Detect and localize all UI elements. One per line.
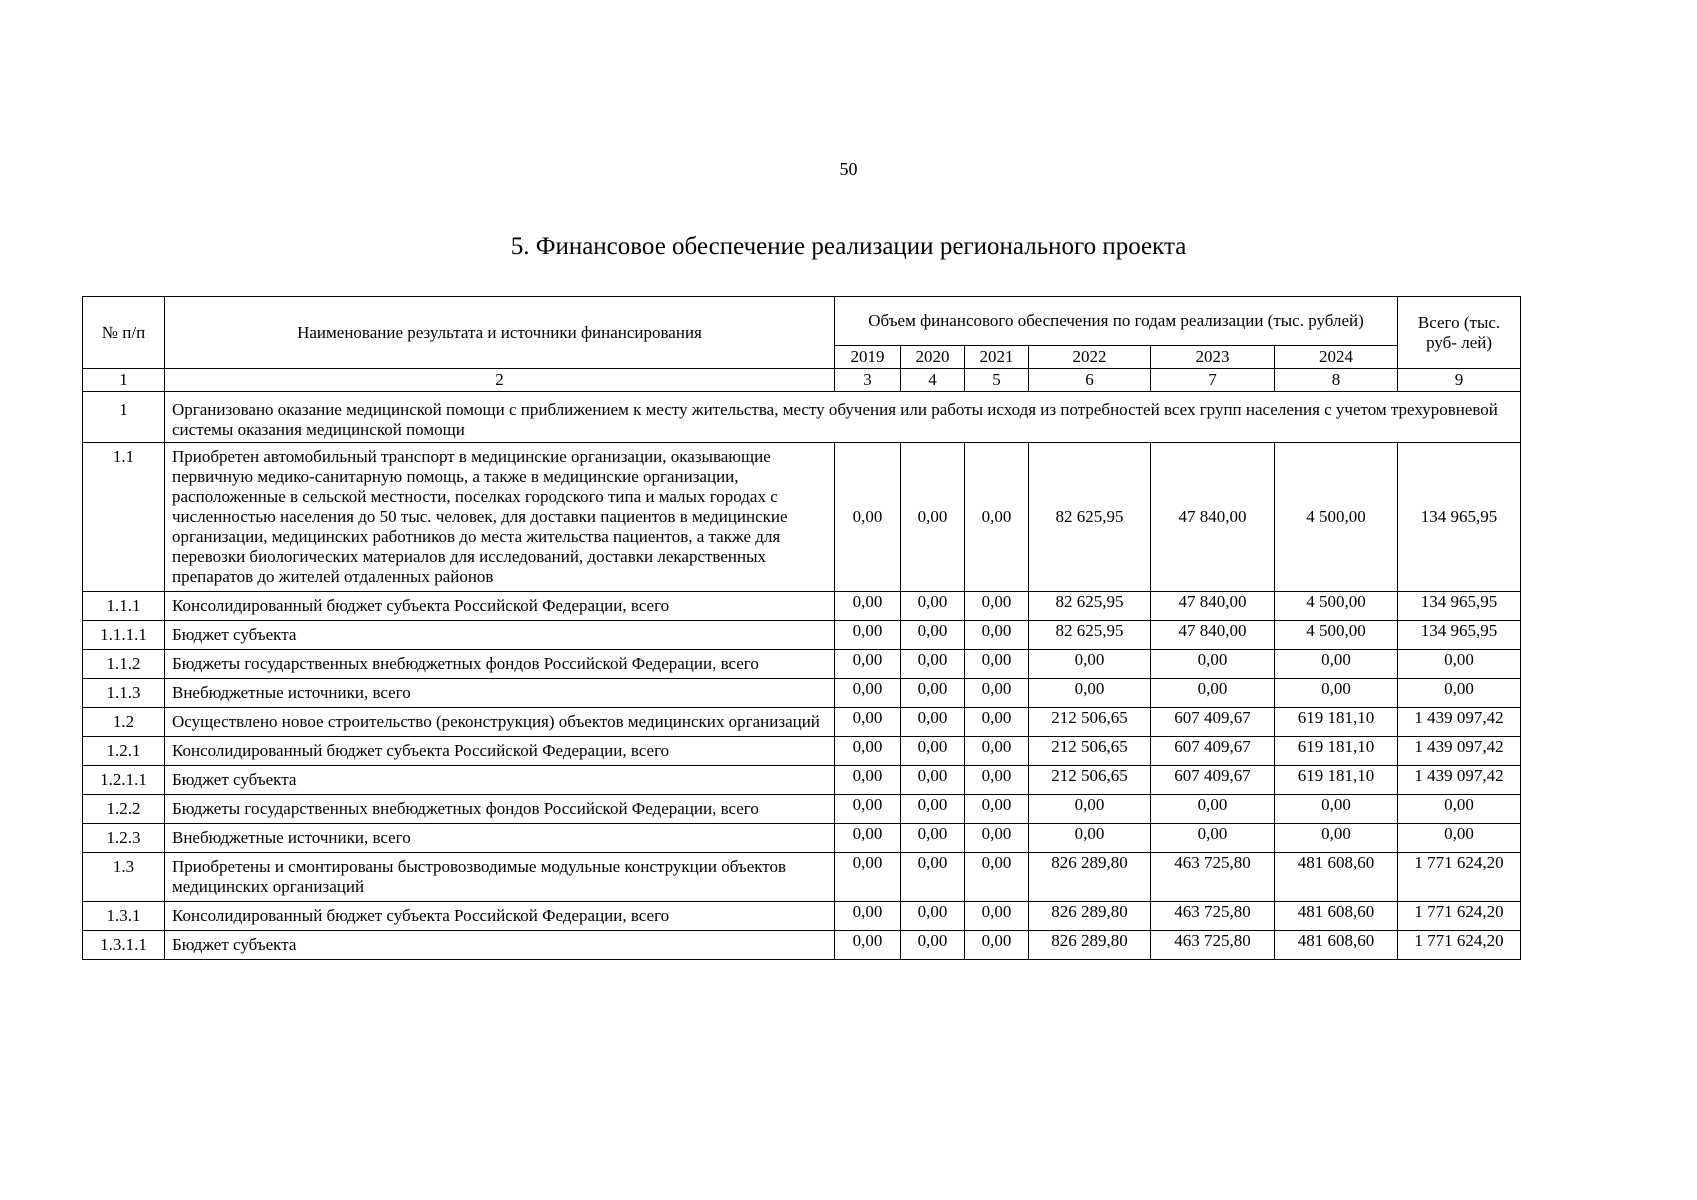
row-value: 481 608,60 <box>1275 902 1398 931</box>
row-number: 1.2.3 <box>83 824 165 853</box>
row-value: 1 439 097,42 <box>1398 708 1521 737</box>
row-value: 0,00 <box>965 853 1029 902</box>
page-number: 50 <box>839 159 858 179</box>
row-value: 0,00 <box>1275 795 1398 824</box>
row-value: 481 608,60 <box>1275 931 1398 960</box>
row-value: 619 181,10 <box>1275 708 1398 737</box>
row-value: 0,00 <box>835 795 901 824</box>
row-value: 0,00 <box>965 650 1029 679</box>
header-year: 2023 <box>1151 346 1275 369</box>
row-name: Бюджет субъекта <box>165 931 835 960</box>
column-number: 2 <box>165 369 835 392</box>
financing-table <box>82 296 1521 960</box>
row-value: 212 506,65 <box>1029 766 1151 795</box>
row-name: Приобретен автомобильный транспорт в медицинские организации, оказывающие первичную медико-санитарную помощь, а также в медицинские организации, расположенные в сельской местности, поселках городского типа и малых городах с численностью населения до 50 тыс. человек, для доставки пациентов в медицинские организации, медицинских работников до места жительства пациентов, а также для перевозки биологических материалов для исследований, доставки лекарственных препаратов до жителей отдаленных районов <box>165 443 835 592</box>
row-value: 0,00 <box>1275 824 1398 853</box>
row-value: 463 725,80 <box>1151 853 1275 902</box>
row-value: 0,00 <box>1398 795 1521 824</box>
row-value: 0,00 <box>965 737 1029 766</box>
row-value: 212 506,65 <box>1029 708 1151 737</box>
row-value: 0,00 <box>835 902 901 931</box>
row-number: 1.3.1 <box>83 902 165 931</box>
row-name: Бюджеты государственных внебюджетных фондов Российской Федерации, всего <box>165 650 835 679</box>
header-year: 2021 <box>965 346 1029 369</box>
row-value: 0,00 <box>901 902 965 931</box>
row-name: Консолидированный бюджет субъекта Российской Федерации, всего <box>165 592 835 621</box>
row-name: Приобретены и смонтированы быстровозводимые модульные конструкции объектов медицинских организаций <box>165 853 835 902</box>
row-value: 0,00 <box>901 824 965 853</box>
row-value: 0,00 <box>965 824 1029 853</box>
table-row <box>83 679 1521 708</box>
header-total: Всего (тыс. руб- лей) <box>1398 297 1521 369</box>
row-value: 607 409,67 <box>1151 737 1275 766</box>
table-row <box>83 737 1521 766</box>
row-value: 0,00 <box>901 766 965 795</box>
row-value: 0,00 <box>1029 824 1151 853</box>
header-year: 2024 <box>1275 346 1398 369</box>
row-name: Бюджет субъекта <box>165 621 835 650</box>
row-value: 0,00 <box>835 708 901 737</box>
row-number: 1.2.2 <box>83 795 165 824</box>
row-value: 82 625,95 <box>1029 592 1151 621</box>
row-value: 0,00 <box>901 650 965 679</box>
row-value: 463 725,80 <box>1151 902 1275 931</box>
row-number: 1.1.2 <box>83 650 165 679</box>
column-number: 6 <box>1029 369 1151 392</box>
row-value: 0,00 <box>965 443 1029 592</box>
row-value: 619 181,10 <box>1275 766 1398 795</box>
row-value: 0,00 <box>901 931 965 960</box>
table-row <box>83 443 1521 592</box>
table-row <box>83 650 1521 679</box>
row-value: 0,00 <box>965 708 1029 737</box>
row-name: Консолидированный бюджет субъекта Российской Федерации, всего <box>165 737 835 766</box>
row-value: 619 181,10 <box>1275 737 1398 766</box>
row-name: Консолидированный бюджет субъекта Российской Федерации, всего <box>165 902 835 931</box>
column-number: 9 <box>1398 369 1521 392</box>
row-value: 607 409,67 <box>1151 766 1275 795</box>
header-name: Наименование результата и источники финансирования <box>165 297 835 369</box>
header-number: № п/п <box>83 297 165 369</box>
row-name: Внебюджетные источники, всего <box>165 824 835 853</box>
row-value: 0,00 <box>835 737 901 766</box>
row-value: 0,00 <box>965 931 1029 960</box>
row-value: 82 625,95 <box>1029 621 1151 650</box>
row-value: 134 965,95 <box>1398 592 1521 621</box>
header-year: 2019 <box>835 346 901 369</box>
row-value: 826 289,80 <box>1029 931 1151 960</box>
row-value: 0,00 <box>835 679 901 708</box>
row-value: 0,00 <box>965 679 1029 708</box>
row-value: 0,00 <box>965 766 1029 795</box>
row-value: 0,00 <box>1029 650 1151 679</box>
row-value: 0,00 <box>901 679 965 708</box>
row-name: Бюджеты государственных внебюджетных фондов Российской Федерации, всего <box>165 795 835 824</box>
row-value: 0,00 <box>1275 650 1398 679</box>
row-value: 0,00 <box>901 795 965 824</box>
row-value: 463 725,80 <box>1151 931 1275 960</box>
row-value: 0,00 <box>1151 824 1275 853</box>
section-row <box>83 392 1521 443</box>
row-value: 0,00 <box>901 443 965 592</box>
row-value: 212 506,65 <box>1029 737 1151 766</box>
section-title: 5. Финансовое обеспечение реализации регионального проекта <box>510 233 1187 260</box>
row-value: 0,00 <box>965 902 1029 931</box>
row-value: 0,00 <box>1029 795 1151 824</box>
row-value: 826 289,80 <box>1029 902 1151 931</box>
row-value: 0,00 <box>835 443 901 592</box>
row-number: 1.1.1 <box>83 592 165 621</box>
header-volume: Объем финансового обеспечения по годам реализации (тыс. рублей) <box>835 297 1398 346</box>
row-value: 134 965,95 <box>1398 621 1521 650</box>
row-value: 0,00 <box>1398 679 1521 708</box>
table-row <box>83 853 1521 902</box>
row-value: 0,00 <box>1151 650 1275 679</box>
row-number: 1.3 <box>83 853 165 902</box>
row-value: 0,00 <box>1275 679 1398 708</box>
column-number: 3 <box>835 369 901 392</box>
row-value: 607 409,67 <box>1151 708 1275 737</box>
section-number: 1 <box>83 392 165 443</box>
row-value: 47 840,00 <box>1151 621 1275 650</box>
header-year: 2020 <box>901 346 965 369</box>
row-value: 0,00 <box>835 853 901 902</box>
row-value: 481 608,60 <box>1275 853 1398 902</box>
row-value: 0,00 <box>965 592 1029 621</box>
header-year: 2022 <box>1029 346 1151 369</box>
row-value: 0,00 <box>901 708 965 737</box>
row-number: 1.1 <box>83 443 165 592</box>
row-value: 0,00 <box>901 621 965 650</box>
column-number: 1 <box>83 369 165 392</box>
row-value: 4 500,00 <box>1275 443 1398 592</box>
table-row <box>83 621 1521 650</box>
column-number: 8 <box>1275 369 1398 392</box>
section-text: Организовано оказание медицинской помощи с приближением к месту жительства, месту обучения или работы исходя из потребностей всех групп населения с учетом трехуровневой системы оказания медицинской помощи <box>165 392 1521 443</box>
column-number: 7 <box>1151 369 1275 392</box>
table-row <box>83 824 1521 853</box>
row-value: 0,00 <box>1151 679 1275 708</box>
row-value: 47 840,00 <box>1151 592 1275 621</box>
row-value: 0,00 <box>1029 679 1151 708</box>
row-value: 1 771 624,20 <box>1398 853 1521 902</box>
row-value: 826 289,80 <box>1029 853 1151 902</box>
row-value: 0,00 <box>965 795 1029 824</box>
table-row <box>83 795 1521 824</box>
row-value: 0,00 <box>835 621 901 650</box>
row-value: 0,00 <box>901 737 965 766</box>
table-row <box>83 592 1521 621</box>
row-value: 0,00 <box>965 621 1029 650</box>
row-value: 4 500,00 <box>1275 592 1398 621</box>
table-row <box>83 766 1521 795</box>
row-value: 82 625,95 <box>1029 443 1151 592</box>
row-number: 1.1.1.1 <box>83 621 165 650</box>
table-row <box>83 902 1521 931</box>
row-value: 0,00 <box>901 592 965 621</box>
row-value: 1 771 624,20 <box>1398 931 1521 960</box>
row-value: 0,00 <box>835 931 901 960</box>
row-value: 134 965,95 <box>1398 443 1521 592</box>
row-name: Внебюджетные источники, всего <box>165 679 835 708</box>
row-name: Осуществлено новое строительство (реконструкция) объектов медицинских организаций <box>165 708 835 737</box>
row-number: 1.2.1 <box>83 737 165 766</box>
column-number: 5 <box>965 369 1029 392</box>
table-row <box>83 708 1521 737</box>
column-number: 4 <box>901 369 965 392</box>
row-value: 47 840,00 <box>1151 443 1275 592</box>
row-name: Бюджет субъекта <box>165 766 835 795</box>
row-value: 1 771 624,20 <box>1398 902 1521 931</box>
table-row <box>83 931 1521 960</box>
row-value: 0,00 <box>835 592 901 621</box>
row-value: 4 500,00 <box>1275 621 1398 650</box>
row-value: 0,00 <box>1398 650 1521 679</box>
row-value: 1 439 097,42 <box>1398 766 1521 795</box>
row-number: 1.1.3 <box>83 679 165 708</box>
row-value: 1 439 097,42 <box>1398 737 1521 766</box>
row-number: 1.2 <box>83 708 165 737</box>
row-number: 1.2.1.1 <box>83 766 165 795</box>
row-value: 0,00 <box>901 853 965 902</box>
row-value: 0,00 <box>835 824 901 853</box>
row-value: 0,00 <box>1151 795 1275 824</box>
row-value: 0,00 <box>835 650 901 679</box>
row-value: 0,00 <box>1398 824 1521 853</box>
row-value: 0,00 <box>835 766 901 795</box>
row-number: 1.3.1.1 <box>83 931 165 960</box>
